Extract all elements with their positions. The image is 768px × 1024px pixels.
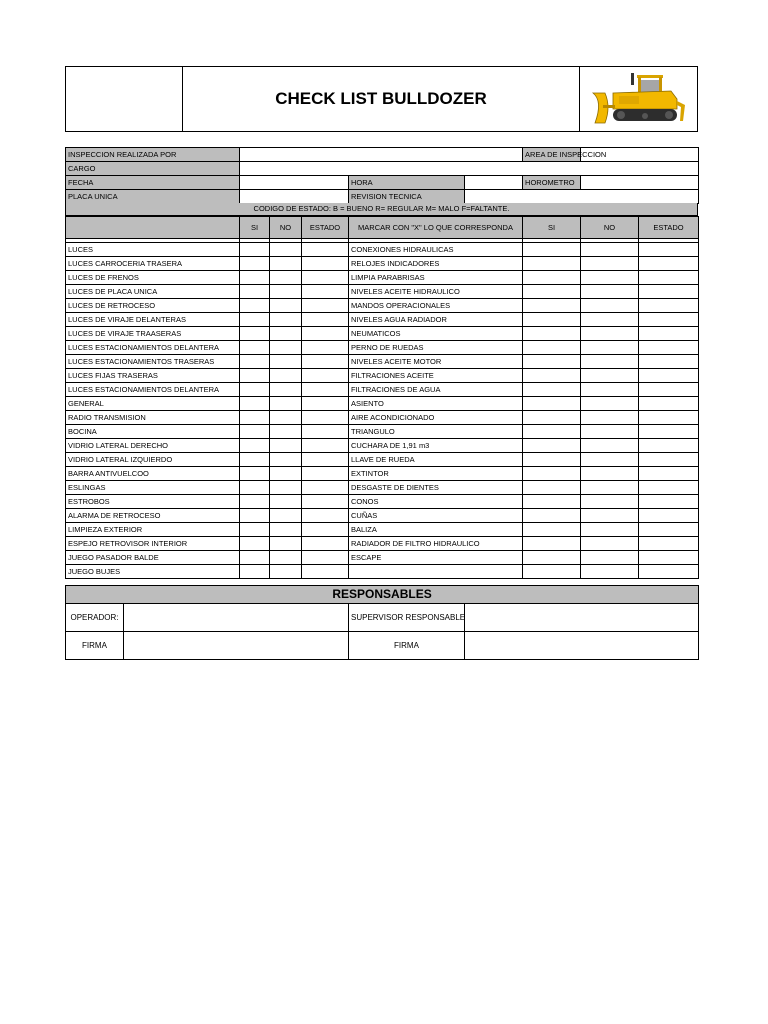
estado-left-cell[interactable] bbox=[302, 523, 349, 537]
checklist-row bbox=[66, 523, 699, 537]
item-right-label: LLAVE DE RUEDA bbox=[349, 453, 523, 467]
si-left-cell[interactable] bbox=[240, 369, 270, 383]
item-right-label: FILTRACIONES DE AGUA bbox=[349, 383, 523, 397]
no-right-cell[interactable] bbox=[581, 299, 639, 313]
si-left-cell[interactable] bbox=[240, 551, 270, 565]
item-left-label: GENERAL bbox=[66, 397, 240, 411]
checklist-row bbox=[66, 313, 699, 327]
supervisor-field[interactable] bbox=[465, 604, 699, 632]
no-right-cell[interactable] bbox=[581, 313, 639, 327]
item-left-label: LUCES ESTACIONAMIENTOS DELANTERA bbox=[66, 341, 240, 355]
si-left-cell[interactable] bbox=[240, 243, 270, 257]
item-right-label: CONEXIONES HIDRAULICAS bbox=[349, 243, 523, 257]
checklist-row bbox=[66, 537, 699, 551]
no-left-cell[interactable] bbox=[270, 243, 302, 257]
checklist-row bbox=[66, 369, 699, 383]
item-right-label: CONOS bbox=[349, 495, 523, 509]
estado-right-cell[interactable] bbox=[639, 313, 699, 327]
si-right-cell[interactable] bbox=[523, 509, 581, 523]
item-left-label: BOCINA bbox=[66, 425, 240, 439]
no-left-cell[interactable] bbox=[270, 495, 302, 509]
si-right-cell[interactable] bbox=[523, 327, 581, 341]
item-left-label: LUCES CARROCERIA TRASERA bbox=[66, 257, 240, 271]
no-left-cell[interactable] bbox=[270, 411, 302, 425]
si-right-cell[interactable] bbox=[523, 467, 581, 481]
item-left-label: JUEGO BUJES bbox=[66, 565, 240, 579]
checklist-row bbox=[66, 397, 699, 411]
placa-label: PLACA UNICA bbox=[66, 190, 240, 204]
item-right-label: NIVELES AGUA RADIADOR bbox=[349, 313, 523, 327]
estado-left-cell[interactable] bbox=[302, 453, 349, 467]
si-left-cell[interactable] bbox=[240, 523, 270, 537]
estado-right-cell[interactable] bbox=[639, 481, 699, 495]
header-no-right: NO bbox=[581, 217, 639, 239]
inspeccion-label: INSPECCION REALIZADA POR bbox=[66, 148, 240, 162]
item-right-label: FILTRACIONES ACEITE bbox=[349, 369, 523, 383]
si-right-cell[interactable] bbox=[523, 313, 581, 327]
si-right-cell[interactable] bbox=[523, 355, 581, 369]
no-right-cell[interactable] bbox=[581, 271, 639, 285]
estado-right-cell[interactable] bbox=[639, 271, 699, 285]
header-si-left: SI bbox=[240, 217, 270, 239]
no-left-cell[interactable] bbox=[270, 425, 302, 439]
si-left-cell[interactable] bbox=[240, 397, 270, 411]
si-right-cell[interactable] bbox=[523, 565, 581, 579]
estado-right-cell[interactable] bbox=[639, 341, 699, 355]
si-right-cell[interactable] bbox=[523, 271, 581, 285]
no-right-cell[interactable] bbox=[581, 383, 639, 397]
supervisor-label: SUPERVISOR RESPONSABLE bbox=[349, 604, 465, 632]
cargo-field[interactable] bbox=[240, 162, 699, 176]
no-right-cell[interactable] bbox=[581, 355, 639, 369]
si-left-cell[interactable] bbox=[240, 537, 270, 551]
checklist-row bbox=[66, 257, 699, 271]
checklist-row bbox=[66, 509, 699, 523]
no-right-cell[interactable] bbox=[581, 509, 639, 523]
si-left-cell[interactable] bbox=[240, 565, 270, 579]
operador-label: OPERADOR: bbox=[66, 604, 124, 632]
item-right-label: RADIADOR DE FILTRO HIDRAULICO bbox=[349, 537, 523, 551]
item-right-label: CUÑAS bbox=[349, 509, 523, 523]
si-right-cell[interactable] bbox=[523, 411, 581, 425]
checklist-row bbox=[66, 327, 699, 341]
item-right-label: PERNO DE RUEDAS bbox=[349, 341, 523, 355]
si-left-cell[interactable] bbox=[240, 481, 270, 495]
si-right-cell[interactable] bbox=[523, 537, 581, 551]
si-left-cell[interactable] bbox=[240, 327, 270, 341]
estado-right-cell[interactable] bbox=[639, 327, 699, 341]
checklist-row bbox=[66, 439, 699, 453]
estado-left-cell[interactable] bbox=[302, 495, 349, 509]
header-box bbox=[65, 66, 698, 132]
estado-right-cell[interactable] bbox=[639, 551, 699, 565]
estado-right-cell[interactable] bbox=[639, 565, 699, 579]
item-left-label: ESLINGAS bbox=[66, 481, 240, 495]
estado-right-cell[interactable] bbox=[639, 243, 699, 257]
estado-left-cell[interactable] bbox=[302, 299, 349, 313]
estado-left-cell[interactable] bbox=[302, 537, 349, 551]
si-right-cell[interactable] bbox=[523, 439, 581, 453]
firma-field-left[interactable] bbox=[124, 632, 349, 660]
si-left-cell[interactable] bbox=[240, 509, 270, 523]
item-right-label bbox=[349, 565, 523, 579]
no-left-cell[interactable] bbox=[270, 453, 302, 467]
no-left-cell[interactable] bbox=[270, 369, 302, 383]
estado-left-cell[interactable] bbox=[302, 509, 349, 523]
item-left-label: JUEGO PASADOR BALDE bbox=[66, 551, 240, 565]
checklist-row bbox=[66, 453, 699, 467]
item-left-label: LUCES ESTACIONAMIENTOS TRASERAS bbox=[66, 355, 240, 369]
si-left-cell[interactable] bbox=[240, 271, 270, 285]
item-left-label: ALARMA DE RETROCESO bbox=[66, 509, 240, 523]
estado-right-cell[interactable] bbox=[639, 257, 699, 271]
responsables-table bbox=[65, 585, 699, 660]
no-left-cell[interactable] bbox=[270, 467, 302, 481]
si-left-cell[interactable] bbox=[240, 355, 270, 369]
item-right-label: BALIZA bbox=[349, 523, 523, 537]
item-left-label: LUCES DE RETROCESO bbox=[66, 299, 240, 313]
no-right-cell[interactable] bbox=[581, 369, 639, 383]
si-right-cell[interactable] bbox=[523, 243, 581, 257]
firma-field-right[interactable] bbox=[465, 632, 699, 660]
estado-left-cell[interactable] bbox=[302, 257, 349, 271]
si-right-cell[interactable] bbox=[523, 285, 581, 299]
checklist-row bbox=[66, 285, 699, 299]
revision-label: REVISION TECNICA bbox=[349, 190, 465, 204]
estado-left-cell[interactable] bbox=[302, 285, 349, 299]
estado-left-cell[interactable] bbox=[302, 411, 349, 425]
no-right-cell[interactable] bbox=[581, 327, 639, 341]
checklist-row bbox=[66, 341, 699, 355]
no-right-cell[interactable] bbox=[581, 411, 639, 425]
estado-right-cell[interactable] bbox=[639, 369, 699, 383]
si-left-cell[interactable] bbox=[240, 341, 270, 355]
no-right-cell[interactable] bbox=[581, 523, 639, 537]
estado-left-cell[interactable] bbox=[302, 369, 349, 383]
item-right-label: AIRE ACONDICIONADO bbox=[349, 411, 523, 425]
item-left-label: LUCES DE VIRAJE DELANTERAS bbox=[66, 313, 240, 327]
estado-left-cell[interactable] bbox=[302, 355, 349, 369]
bulldozer-image-cell bbox=[580, 67, 697, 131]
cargo-label: CARGO bbox=[66, 162, 240, 176]
no-right-cell[interactable] bbox=[581, 453, 639, 467]
estado-right-cell[interactable] bbox=[639, 509, 699, 523]
no-right-cell[interactable] bbox=[581, 537, 639, 551]
no-left-cell[interactable] bbox=[270, 565, 302, 579]
estado-right-cell[interactable] bbox=[639, 355, 699, 369]
no-left-cell[interactable] bbox=[270, 327, 302, 341]
item-right-label: TRIANGULO bbox=[349, 425, 523, 439]
estado-left-cell[interactable] bbox=[302, 313, 349, 327]
item-left-label: LUCES DE PLACA UNICA bbox=[66, 285, 240, 299]
no-left-cell[interactable] bbox=[270, 397, 302, 411]
si-right-cell[interactable] bbox=[523, 495, 581, 509]
item-left-label: LUCES ESTACIONAMIENTOS DELANTERA bbox=[66, 383, 240, 397]
no-left-cell[interactable] bbox=[270, 551, 302, 565]
horometro-label: HOROMETRO bbox=[523, 176, 581, 190]
si-left-cell[interactable] bbox=[240, 467, 270, 481]
no-left-cell[interactable] bbox=[270, 439, 302, 453]
checklist-table bbox=[65, 216, 699, 579]
checklist-row bbox=[66, 411, 699, 425]
estado-right-cell[interactable] bbox=[639, 383, 699, 397]
no-left-cell[interactable] bbox=[270, 509, 302, 523]
checklist-row bbox=[66, 243, 699, 257]
no-right-cell[interactable] bbox=[581, 439, 639, 453]
checklist-row bbox=[66, 271, 699, 285]
si-left-cell[interactable] bbox=[240, 383, 270, 397]
checklist-row bbox=[66, 467, 699, 481]
estado-left-cell[interactable] bbox=[302, 425, 349, 439]
estado-left-cell[interactable] bbox=[302, 243, 349, 257]
item-left-label: LUCES DE VIRAJE TRAASERAS bbox=[66, 327, 240, 341]
si-left-cell[interactable] bbox=[240, 299, 270, 313]
si-left-cell[interactable] bbox=[240, 257, 270, 271]
item-right-label: NIVELES ACEITE MOTOR bbox=[349, 355, 523, 369]
hora-label: HORA bbox=[349, 176, 465, 190]
estado-left-cell[interactable] bbox=[302, 565, 349, 579]
no-left-cell[interactable] bbox=[270, 481, 302, 495]
checklist-row bbox=[66, 481, 699, 495]
si-left-cell[interactable] bbox=[240, 453, 270, 467]
responsables-title: RESPONSABLES bbox=[66, 586, 699, 604]
no-right-cell[interactable] bbox=[581, 425, 639, 439]
no-right-cell[interactable] bbox=[581, 481, 639, 495]
firma-label-left: FIRMA bbox=[66, 632, 124, 660]
checklist-row bbox=[66, 299, 699, 313]
estado-right-cell[interactable] bbox=[639, 439, 699, 453]
header-si-right: SI bbox=[523, 217, 581, 239]
item-right-label: RELOJES INDICADORES bbox=[349, 257, 523, 271]
estado-right-cell[interactable] bbox=[639, 467, 699, 481]
item-left-label: LUCES bbox=[66, 243, 240, 257]
estado-right-cell[interactable] bbox=[639, 453, 699, 467]
item-left-label: LUCES DE FRENOS bbox=[66, 271, 240, 285]
no-left-cell[interactable] bbox=[270, 341, 302, 355]
si-left-cell[interactable] bbox=[240, 285, 270, 299]
hora-field[interactable] bbox=[465, 176, 523, 190]
no-left-cell[interactable] bbox=[270, 313, 302, 327]
si-left-cell[interactable] bbox=[240, 425, 270, 439]
checklist-row bbox=[66, 551, 699, 565]
si-left-cell[interactable] bbox=[240, 439, 270, 453]
estado-right-cell[interactable] bbox=[639, 397, 699, 411]
si-right-cell[interactable] bbox=[523, 523, 581, 537]
fecha-field[interactable] bbox=[240, 176, 349, 190]
estado-left-cell[interactable] bbox=[302, 383, 349, 397]
estado-left-cell[interactable] bbox=[302, 341, 349, 355]
item-right-label: ESCAPE bbox=[349, 551, 523, 565]
item-left-label: ESTROBOS bbox=[66, 495, 240, 509]
no-right-cell[interactable] bbox=[581, 285, 639, 299]
estado-right-cell[interactable] bbox=[639, 523, 699, 537]
estado-right-cell[interactable] bbox=[639, 285, 699, 299]
no-right-cell[interactable] bbox=[581, 341, 639, 355]
estado-left-cell[interactable] bbox=[302, 271, 349, 285]
no-right-cell[interactable] bbox=[581, 243, 639, 257]
si-left-cell[interactable] bbox=[240, 411, 270, 425]
checklist-row bbox=[66, 565, 699, 579]
bulldozer-icon bbox=[591, 69, 687, 129]
no-right-cell[interactable] bbox=[581, 257, 639, 271]
page-title: CHECK LIST BULLDOZER bbox=[183, 67, 580, 131]
item-right-label: CUCHARA DE 1,91 m3 bbox=[349, 439, 523, 453]
item-left-label: VIDRIO LATERAL IZQUIERDO bbox=[66, 453, 240, 467]
no-left-cell[interactable] bbox=[270, 383, 302, 397]
estado-left-cell[interactable] bbox=[302, 439, 349, 453]
si-right-cell[interactable] bbox=[523, 299, 581, 313]
si-right-cell[interactable] bbox=[523, 481, 581, 495]
estado-left-cell[interactable] bbox=[302, 481, 349, 495]
item-left-label: RADIO TRANSMISION bbox=[66, 411, 240, 425]
item-left-label: ESPEJO RETROVISOR INTERIOR bbox=[66, 537, 240, 551]
no-left-cell[interactable] bbox=[270, 299, 302, 313]
header-no-left: NO bbox=[270, 217, 302, 239]
item-right-label: ASIENTO bbox=[349, 397, 523, 411]
si-right-cell[interactable] bbox=[523, 341, 581, 355]
operador-field[interactable] bbox=[124, 604, 349, 632]
item-left-label: LUCES FIJAS TRASERAS bbox=[66, 369, 240, 383]
header-estado-left: ESTADO bbox=[302, 217, 349, 239]
checklist-row bbox=[66, 355, 699, 369]
si-right-cell[interactable] bbox=[523, 383, 581, 397]
logo-cell bbox=[66, 67, 183, 131]
no-left-cell[interactable] bbox=[270, 523, 302, 537]
si-right-cell[interactable] bbox=[523, 551, 581, 565]
item-right-label: DESGASTE DE DIENTES bbox=[349, 481, 523, 495]
item-right-label: MANDOS OPERACIONALES bbox=[349, 299, 523, 313]
no-left-cell[interactable] bbox=[270, 355, 302, 369]
estado-left-cell[interactable] bbox=[302, 551, 349, 565]
checklist-header-row bbox=[66, 217, 699, 239]
checklist-row bbox=[66, 425, 699, 439]
si-left-cell[interactable] bbox=[240, 495, 270, 509]
item-left-label: LIMPIEZA EXTERIOR bbox=[66, 523, 240, 537]
header-estado-right: ESTADO bbox=[639, 217, 699, 239]
si-right-cell[interactable] bbox=[523, 453, 581, 467]
estado-left-cell[interactable] bbox=[302, 397, 349, 411]
status-code-legend: CODIGO DE ESTADO: B = BUENO R= REGULAR M= MALO F=FALTANTE. bbox=[65, 203, 698, 216]
inspection-info-table bbox=[65, 147, 699, 204]
header-marcar: MARCAR CON "X" LO QUE CORRESPONDA bbox=[349, 217, 523, 239]
header-blank bbox=[66, 217, 240, 239]
estado-right-cell[interactable] bbox=[639, 299, 699, 313]
no-right-cell[interactable] bbox=[581, 397, 639, 411]
no-right-cell[interactable] bbox=[581, 467, 639, 481]
fecha-label: FECHA bbox=[66, 176, 240, 190]
no-left-cell[interactable] bbox=[270, 257, 302, 271]
placa-field[interactable] bbox=[240, 190, 349, 204]
no-right-cell[interactable] bbox=[581, 565, 639, 579]
estado-right-cell[interactable] bbox=[639, 425, 699, 439]
estado-left-cell[interactable] bbox=[302, 327, 349, 341]
no-right-cell[interactable] bbox=[581, 551, 639, 565]
revision-field[interactable] bbox=[465, 190, 699, 204]
si-right-cell[interactable] bbox=[523, 257, 581, 271]
item-right-label: NIVELES ACEITE HIDRAULICO bbox=[349, 285, 523, 299]
inspeccion-field[interactable] bbox=[240, 148, 523, 162]
si-right-cell[interactable] bbox=[523, 425, 581, 439]
horometro-field[interactable] bbox=[581, 176, 699, 190]
si-left-cell[interactable] bbox=[240, 313, 270, 327]
si-right-cell[interactable] bbox=[523, 397, 581, 411]
item-right-label: EXTINTOR bbox=[349, 467, 523, 481]
checklist-row bbox=[66, 383, 699, 397]
item-right-label: NEUMATICOS bbox=[349, 327, 523, 341]
estado-left-cell[interactable] bbox=[302, 467, 349, 481]
no-left-cell[interactable] bbox=[270, 537, 302, 551]
si-right-cell[interactable] bbox=[523, 369, 581, 383]
estado-right-cell[interactable] bbox=[639, 537, 699, 551]
no-left-cell[interactable] bbox=[270, 285, 302, 299]
estado-right-cell[interactable] bbox=[639, 495, 699, 509]
checklist-row bbox=[66, 495, 699, 509]
item-left-label: VIDRIO LATERAL DERECHO bbox=[66, 439, 240, 453]
item-right-label: LIMPIA PARABRISAS bbox=[349, 271, 523, 285]
item-left-label: BARRA ANTIVUELCOO bbox=[66, 467, 240, 481]
firma-label-right: FIRMA bbox=[349, 632, 465, 660]
no-right-cell[interactable] bbox=[581, 495, 639, 509]
no-left-cell[interactable] bbox=[270, 271, 302, 285]
estado-right-cell[interactable] bbox=[639, 411, 699, 425]
area-label: AREA DE INSPECCION bbox=[523, 148, 581, 162]
